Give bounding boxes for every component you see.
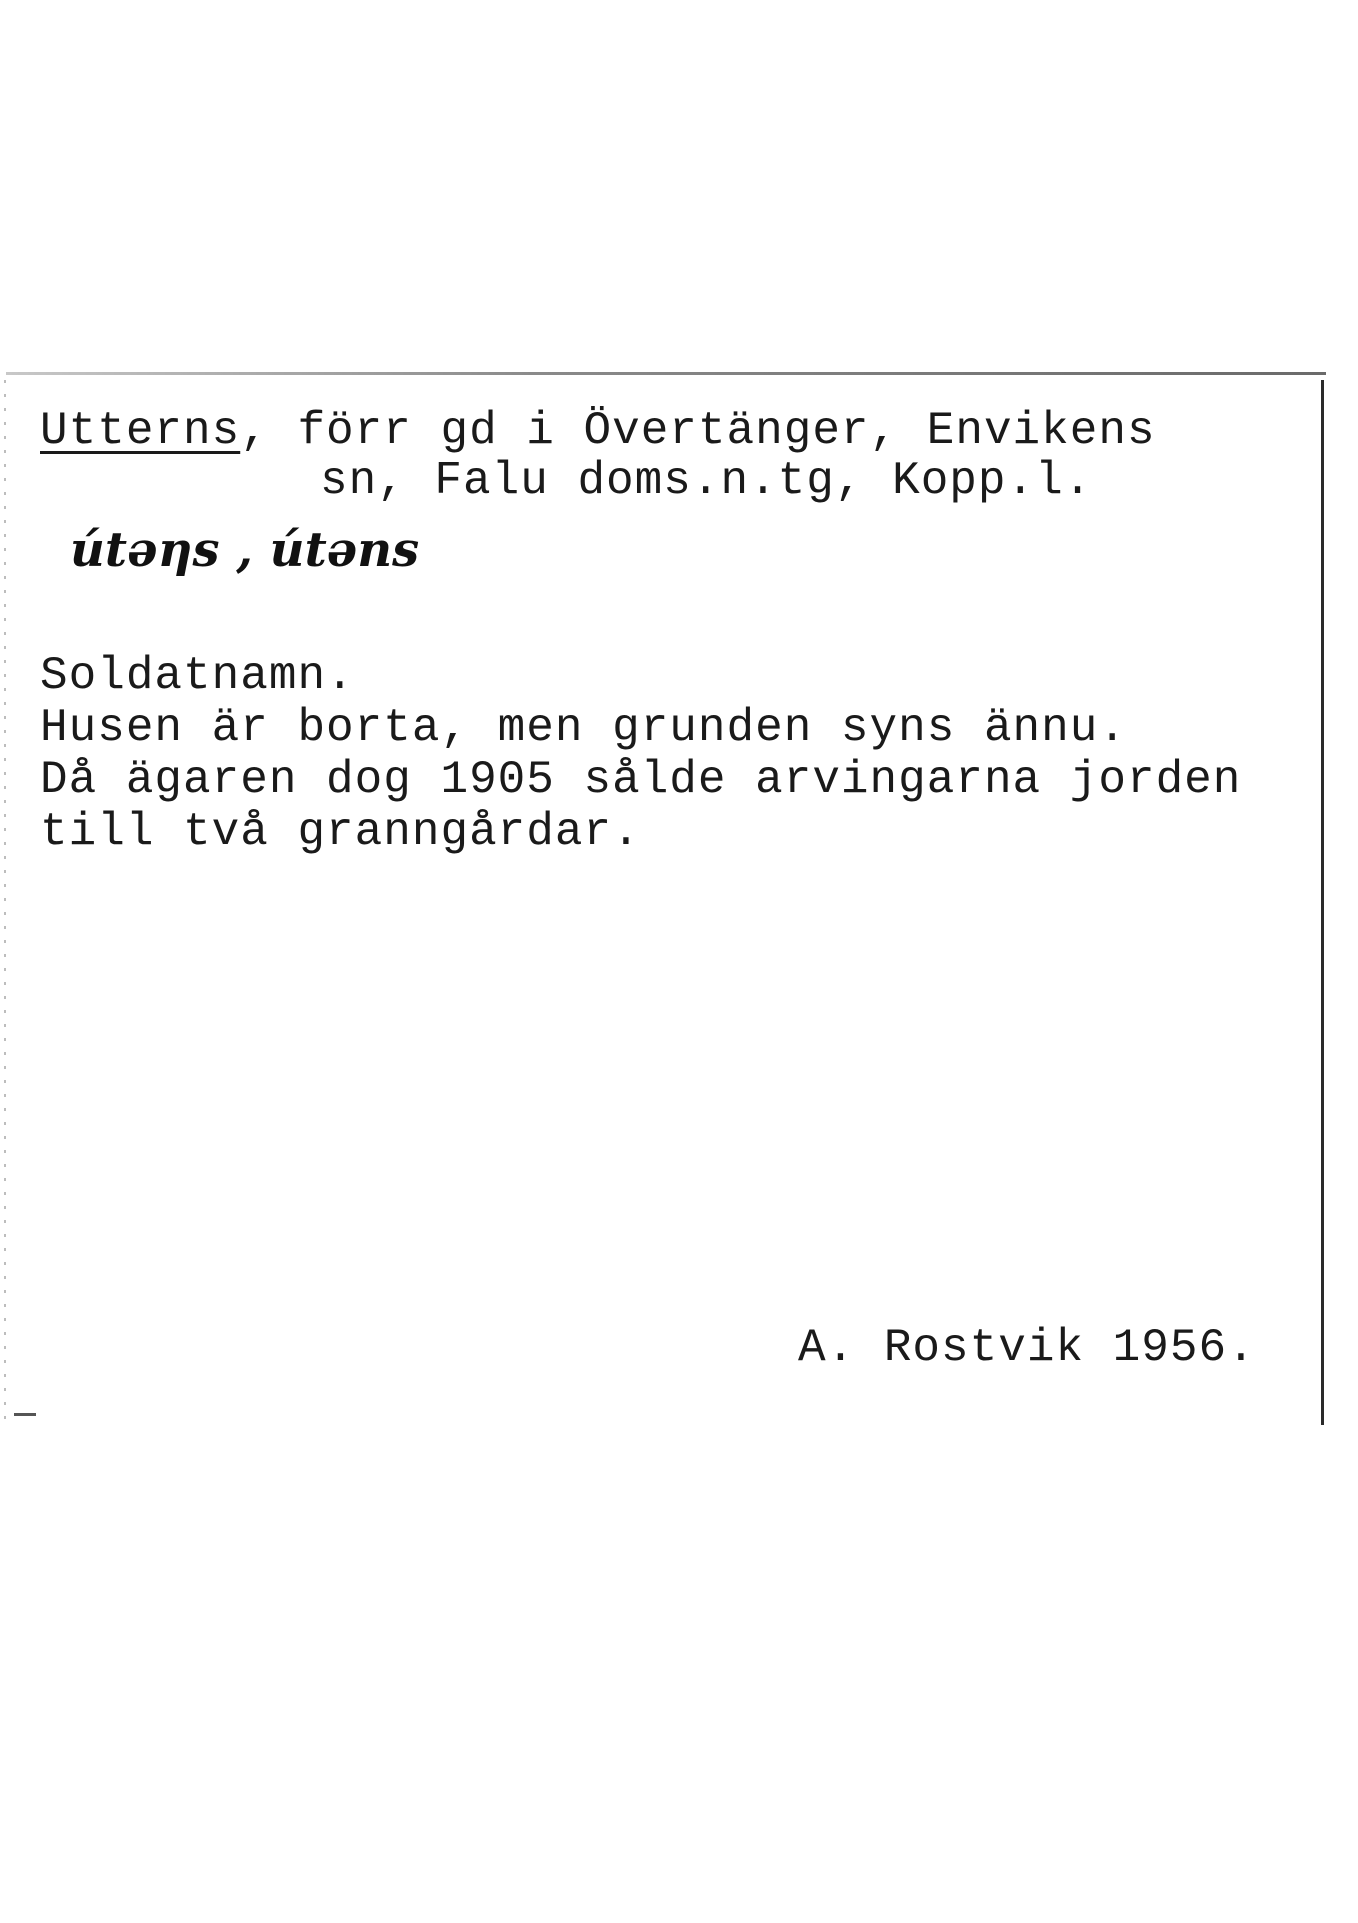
entry-heading-line — [40, 405, 1156, 457]
body-line-3: Då ägaren dog 1905 sålde arvingarna jorden — [40, 754, 1242, 806]
heading-location-line: sn, Falu doms.n.tg, Kopp.l. — [320, 455, 1093, 507]
headword: Utterns — [40, 405, 241, 457]
heading-description: , förr gd i Övertänger, Envikens — [240, 405, 1156, 457]
card-corner-mark — [14, 1413, 36, 1416]
signature: A. Rostvik 1956. — [798, 1322, 1256, 1374]
card-left-edge — [4, 380, 6, 1430]
body-line-1: Soldatnamn. — [40, 650, 355, 702]
handwritten-pronunciation: útəηs , útəns — [70, 522, 420, 578]
card-right-edge — [1321, 380, 1324, 1425]
body-line-2: Husen är borta, men grunden syns ännu. — [40, 702, 1127, 754]
body-line-4: till två granngårdar. — [40, 806, 641, 858]
card-top-edge — [6, 372, 1326, 375]
